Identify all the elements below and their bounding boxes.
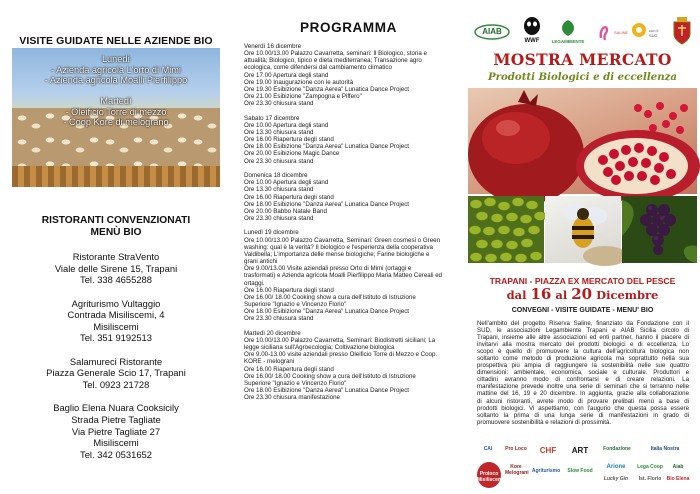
program-line: Ore 23.30 chiusura manifestazione [244, 394, 340, 402]
restaurant-line: Tel. 351 9192513 [80, 332, 152, 344]
visits-column [0, 0, 232, 494]
description-line: cittadini avranno modo di confrontarsi e di creare relazioni. La [477, 376, 689, 384]
program-line: Ore 10.00 Apertura degli stand [244, 179, 329, 187]
program-line: Ore 13.30 chiusura stand [244, 186, 314, 194]
svg-text:con il: con il [649, 28, 659, 33]
program-line: Ore 21.00 Esibizione "Zampogna e Piffero" [244, 93, 362, 101]
program-line: Ore 23.30 chiusura stand [244, 100, 314, 108]
program-schedule [244, 43, 463, 409]
description-line: invitarvi alla mostra mercato dei prodotti biologici e di eccellenza. Lo [477, 341, 689, 349]
legambiente-logo [551, 18, 585, 46]
date-from: 16 [530, 285, 552, 303]
restaurants-list [0, 251, 232, 460]
grapes-photo [622, 196, 697, 263]
program-line: Ore 19.30 Esibizione "Danza Aerea" Lunatica Dance Project [244, 85, 410, 93]
sponsor-logo: Lega Coop [637, 464, 663, 470]
description-line: soltanto la prima di una lunga serie di manifestazioni in grado di [477, 411, 689, 419]
sponsor-logo: CHF [539, 446, 557, 455]
date-to: 20 [571, 285, 593, 303]
program-day [244, 229, 463, 322]
visits-title: VISITE GUIDATE NELLE AZIENDE BIO [19, 35, 213, 47]
comune-crest-logo [671, 16, 693, 46]
products-photos [468, 196, 697, 263]
svg-text:LEGAMBIENTE: LEGAMBIENTE [551, 39, 585, 44]
description-line: Nell'ambito del progetto Riserva Saline, finanziato da Fondazione con il [477, 320, 689, 327]
program-line: Ore 10.00/13.00 Palazzo Cavarretta, Seminari: Green cosmesi o Green [244, 236, 441, 244]
description-line: scopo è quello di promuovere la cultura dell'agricoltura biologica non [477, 348, 689, 356]
program-day [244, 330, 463, 402]
restaurant-entry [0, 356, 232, 391]
description-line: dimensioni: ambientale, economica, sociale e culturale. Produttori e [477, 369, 689, 377]
sponsor-logos [465, 444, 700, 492]
description-line: manifestazione prevede inoltre una serie di seminari che si terranno nelle [477, 383, 689, 391]
program-line: trasformati) e Azienda agricola Moalli Pierfilippo Maria Matteo Cereali ed [244, 272, 443, 280]
restaurant-line: Tel. 0923 21728 [82, 378, 150, 390]
restaurant-line: Strada Pietre Tagliate [71, 413, 161, 425]
program-line: Ore 23.30 chiusura stand [244, 215, 314, 223]
sponsor-logo: Slow Food [567, 468, 593, 474]
program-line: Ore 10.00 Apertura degli stand [244, 121, 329, 129]
tuesday-day: Martedì [100, 96, 132, 106]
event-features: CONVEGNI - VISITE GUIDATE - MENU' BIO [511, 307, 654, 314]
sponsor-logo: Arione [606, 464, 626, 470]
program-day [244, 43, 463, 107]
restaurant-line: Misiliscemi [93, 320, 139, 332]
restaurants-title-line2: MENÙ BIO [90, 227, 142, 238]
foundation-logo [629, 20, 663, 46]
program-line: Ore 23.30 chiusura stand [244, 315, 314, 323]
event-title: MOSTRA MERCATO [493, 50, 672, 69]
program-day-heading: Martedì 20 dicembre [244, 329, 301, 337]
restaurant-line: Tel. 338 4655288 [80, 274, 152, 286]
program-line: Ore 20.00 Esibizione Magic Dance [244, 150, 340, 158]
program-line: Ore 16.00 Riapertura degli stand [244, 286, 334, 294]
sponsor-logo: Bio Elena [666, 476, 690, 482]
restaurant-line: Baglio Elena Nuara Cooksicily [53, 402, 179, 414]
olives-photo [468, 196, 544, 263]
almonds-photo [12, 48, 220, 187]
program-day [244, 115, 463, 165]
program-line: Ore 16.00 Riapertura degli stand [244, 365, 334, 373]
restaurant-line: Via Pietre Tagliate 27 [71, 425, 161, 437]
wwf-logo [521, 16, 543, 46]
sponsor-logo: ART [571, 446, 589, 455]
restaurant-entry [0, 402, 232, 460]
program-line: Ore 23.30 chiusura stand [244, 157, 314, 165]
flamingo-logo [593, 18, 629, 46]
program-line: Ore 16.00 Riapertura degli stand [244, 136, 334, 144]
restaurants-section [0, 215, 232, 472]
sponsor-logo: Kore Melograni [505, 464, 529, 476]
program-line: Ore 9.00-13.00 visite aziendali presso Oleificio Torre di Mezzo e Coop. [244, 351, 438, 359]
program-line: KORE - melograni [244, 358, 295, 366]
program-line: ortaggi. [244, 279, 265, 287]
tuesday-visit-1: - Oleificio Torre di mezzo [65, 106, 167, 117]
program-line: attualità; Biologico, tipico e dieta mediterranea; Transazione agro [244, 57, 422, 65]
sponsor-logo: Fondazione [603, 446, 631, 452]
sponsor-logo: Proloco Misiliscemi [477, 462, 501, 488]
program-line: Ore 16.00/ 18.00 Cooking show a cura dell'Istituto di Istruzione [244, 372, 416, 380]
sponsor-logo: Italia Nostra [650, 446, 680, 452]
description-line: prospettiva più ampia di raggiungere la sostenibilità nelle sue quattro [477, 362, 689, 370]
description-line: Trapani, insieme alle altre associazioni ed enti partner, hanno il piacere di [477, 334, 689, 342]
program-line: Ore 13.30 chiusura stand [244, 129, 314, 137]
program-line: Ore 10.00/13.00 Palazzo Cavarretta, Seminari: Biodistretti siciliani; La [244, 336, 436, 344]
event-subtitle: Prodotti Biologici e di eccellenza [487, 71, 678, 83]
date-to-word: al [555, 288, 568, 302]
description-line: mattine del 16, 19 e 20 dicembre. In aggiunta, grazie alla collaborazione [477, 390, 689, 398]
program-line: Ore 18.00 Esibizione "Danza Aerea" Lunatica Dance Project [244, 308, 410, 316]
program-day-heading: Venerdì 16 dicembre [244, 43, 302, 50]
program-day [244, 172, 463, 222]
program-line: Ore 18.00 Esibizione "Danza Aerea" Lunatica Dance Project [244, 200, 410, 208]
program-line: Ore 19.00 Inaugurazione con le autorità [244, 78, 354, 86]
restaurant-entry [0, 251, 232, 286]
event-dates [465, 285, 700, 303]
program-line: Valdibella; L'importanza delle mense biologiche; Farine biologiche e [244, 250, 430, 258]
description-line: soltanto come metodo di produzione agricola ma soprattutto nella sua [477, 355, 689, 363]
tuesday-visit-2: - Coop Kore di melograno [63, 117, 169, 127]
restaurant-line: Ristorante StraVento [72, 251, 160, 262]
description-line: prodotti biologici. Vi aspettiamo, con l'augurio che questa possa essere [477, 404, 689, 412]
monday-day: Lunedì [101, 54, 131, 64]
event-place: TRAPANI - PIAZZA EX MERCATO DEL PESCE [489, 276, 676, 286]
program-line: legge siciliana sull'Agroecologia; Coltivazione biologica [244, 344, 395, 352]
program-line: ecologica, come difendersi dal cambiamento climatico [244, 64, 392, 72]
restaurant-line: Misiliscemi [93, 437, 139, 449]
program-line: Ore 17.00 Apertura degli stand [244, 71, 329, 79]
monday-visit-2: - Azienda agricola Moalli Pierfilippo [44, 75, 188, 85]
basket-edge [12, 166, 220, 187]
program-line: Ore 16.00 Riapertura degli stand [244, 193, 334, 201]
date-month: Dicembre [596, 288, 659, 302]
restaurants-title-line1: RISTORANTI CONVENZIONATI [41, 215, 191, 226]
program-day-heading: Sabato 17 dicembre [244, 114, 300, 122]
program-line: Ore 20.00 Babbo Natale Band [244, 207, 327, 215]
sponsor-logo: Agriturismo [531, 468, 561, 474]
program-line: Ore 18.00 Esibizione "Danza Aerea" Lunatica Dance Project [244, 387, 410, 395]
description-line: SUD, le associazioni Legambiente Trapani e AIAB Sicilia circolo di [477, 327, 689, 335]
restaurant-line: Contrada Misiliscemi, 4 [67, 309, 165, 321]
svg-text:WWF: WWF [524, 38, 540, 44]
sponsor-logo: Lucky Gin [603, 476, 629, 482]
program-day-heading: Lunedì 19 dicembre [244, 229, 299, 237]
pomegranate-photo [468, 88, 697, 194]
program-line: Ore 18.00 Esibizione "Danza Aerea" Lunatica Dance Project [244, 143, 410, 151]
bee-photo [545, 196, 621, 263]
restaurant-line: Piazza Generale Scio 17, Trapani [46, 367, 186, 379]
restaurant-entry [0, 298, 232, 344]
restaurant-line: Tel. 342 0531652 [80, 448, 152, 460]
svg-text:SUD: SUD [649, 33, 658, 38]
program-line: Ore 9.00/13.00 Visite aziendali presso Orto di Mimi (ortaggi e [244, 265, 412, 273]
sponsor-logo: Pro Loco [505, 446, 527, 452]
program-day-heading: Domenica 18 dicembre [244, 172, 308, 180]
partner-logos [465, 16, 700, 48]
sponsor-logo: Ist. Florio [638, 476, 662, 482]
svg-text:SALINE: SALINE [614, 30, 629, 35]
event-column [465, 0, 700, 494]
program-line: grani antichi [244, 258, 278, 266]
restaurant-line: Salamureci Ristorante [69, 355, 163, 367]
program-title: PROGRAMMA [300, 20, 397, 35]
monday-visit-1: - Azienda agricola L'orto di Mimi [51, 64, 181, 75]
svg-text:AIAB: AIAB [482, 27, 502, 36]
description-line: di alcuni ristoranti, avrete modo di provare prelibati menù a base di [477, 397, 689, 405]
program-column [232, 0, 465, 494]
sponsor-logo: CAI [483, 446, 493, 452]
restaurant-line: Agriturismo Vultaggio [71, 297, 161, 309]
program-line: Ore 16.00/ 18.00 Cooking show a cura dell'Istituto di Istruzione [244, 293, 416, 301]
program-line: Superiore "Ignazio e Vincenzo Florio" [244, 301, 347, 309]
program-line: washing: qual è la verità? Il biologico e l'esperienza della cooperativa [244, 243, 433, 251]
aiab-logo [473, 20, 511, 40]
date-from-word: dal [506, 288, 527, 302]
program-line: Superiore "Ignazio e Vincenzo Florio" [244, 379, 347, 387]
program-line: Ore 10.00/13.00 Palazzo Cavarretta, seminari: Il Biologico, storia e [244, 50, 427, 58]
restaurant-line: Viale delle Sirene 15, Trapani [54, 262, 178, 274]
description-line: promuovere sostenibilità e relazioni di prossimità. [477, 418, 612, 426]
sponsor-logo: Aiab [672, 464, 684, 470]
event-description [477, 320, 689, 426]
